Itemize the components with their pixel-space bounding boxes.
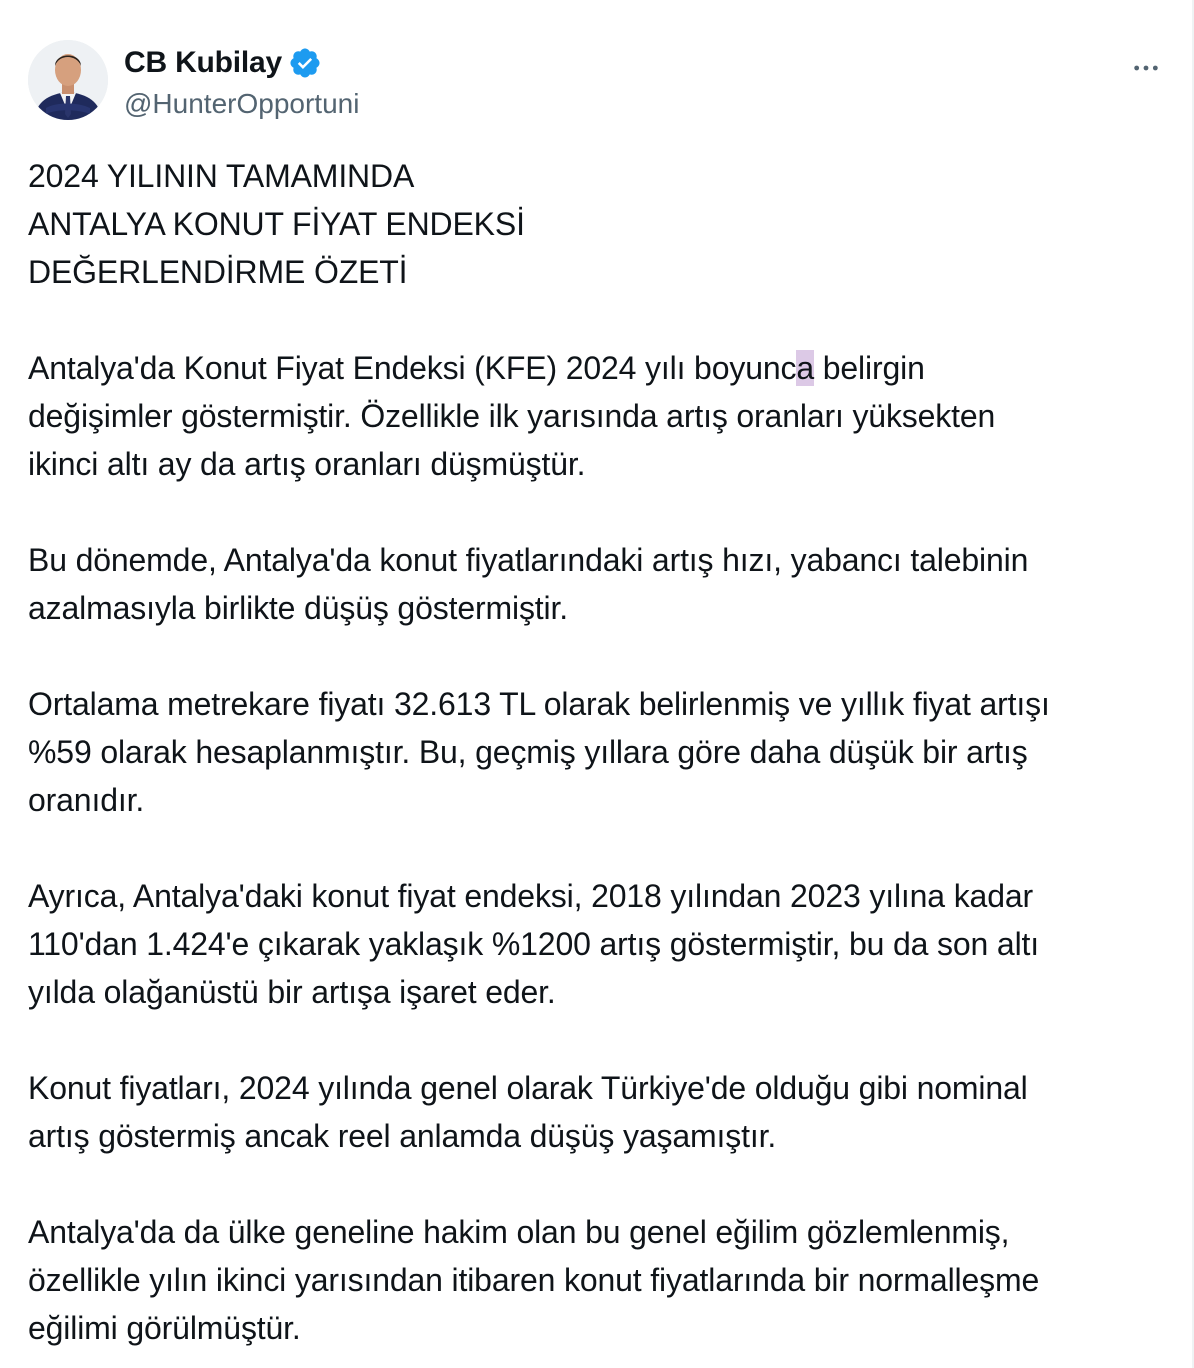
text-line: Konut fiyatları, 2024 yılında genel olarak Türkiye'de olduğu gibi nominal bbox=[28, 1070, 1028, 1106]
more-horizontal-icon bbox=[1130, 52, 1162, 84]
profile-photo-icon bbox=[28, 40, 108, 120]
paragraph bbox=[28, 680, 1178, 824]
text-line: ikinci altı ay da artış oranları düşmüştür. bbox=[28, 446, 586, 482]
text-line: Bu dönemde, Antalya'da konut fiyatlarındaki artış hızı, yabancı talebinin bbox=[28, 542, 1029, 578]
text-line: oranıdır. bbox=[28, 782, 145, 818]
title-line: DEĞERLENDİRME ÖZETİ bbox=[28, 254, 408, 290]
text-line bbox=[28, 344, 1178, 392]
name-row bbox=[124, 42, 359, 84]
tweet-title bbox=[28, 152, 1178, 296]
text-line: azalmasıyla birlikte düşüş göstermiştir. bbox=[28, 590, 568, 626]
text-line: Ortalama metrekare fiyatı 32.613 TL olarak belirlenmiş ve yıllık fiyat artışı bbox=[28, 686, 1050, 722]
paragraph bbox=[28, 344, 1178, 488]
text-span: belirgin bbox=[814, 350, 925, 386]
paragraph bbox=[28, 1208, 1178, 1352]
text-line: özellikle yılın ikinci yarısından itibaren konut fiyatlarında bir normalleşme bbox=[28, 1262, 1040, 1298]
title-line: ANTALYA KONUT FİYAT ENDEKSİ bbox=[28, 206, 525, 242]
tweet-text bbox=[28, 152, 1178, 1352]
verified-badge-icon[interactable] bbox=[288, 46, 322, 80]
avatar[interactable] bbox=[28, 40, 108, 120]
text-line: yılda olağanüstü bir artışa işaret eder. bbox=[28, 974, 556, 1010]
text-line: değişimler göstermiştir. Özellikle ilk yarısında artış oranları yüksekten bbox=[28, 398, 996, 434]
title-line: 2024 YILININ TAMAMINDA bbox=[28, 158, 415, 194]
tweet-header bbox=[28, 40, 1168, 130]
paragraph bbox=[28, 872, 1178, 1016]
more-options-button[interactable] bbox=[1124, 46, 1168, 90]
text-line: %59 olarak hesaplanmıştır. Bu, geçmiş yıllara göre daha düşük bir artış bbox=[28, 734, 1028, 770]
text-line: Ayrıca, Antalya'daki konut fiyat endeksi, 2018 yılından 2023 yılına kadar bbox=[28, 878, 1033, 914]
text-line: Antalya'da da ülke geneline hakim olan bu genel eğilim gözlemlenmiş, bbox=[28, 1214, 1010, 1250]
paragraph bbox=[28, 1064, 1178, 1160]
paragraph bbox=[28, 536, 1178, 632]
text-line: 110'dan 1.424'e çıkarak yaklaşık %1200 artış göstermiştir, bu da son altı bbox=[28, 926, 1040, 962]
text-line: eğilimi görülmüştür. bbox=[28, 1310, 301, 1346]
author-block bbox=[124, 42, 359, 124]
text-selection-highlight: a bbox=[796, 350, 815, 386]
user-handle[interactable]: @HunterOpportuni bbox=[124, 88, 360, 119]
display-name[interactable]: CB Kubilay bbox=[124, 46, 283, 79]
text-span: Antalya'da Konut Fiyat Endeksi (KFE) 2024 yılı boyunc bbox=[28, 350, 797, 386]
text-line: artış göstermiş ancak reel anlamda düşüş yaşamıştır. bbox=[28, 1118, 777, 1154]
